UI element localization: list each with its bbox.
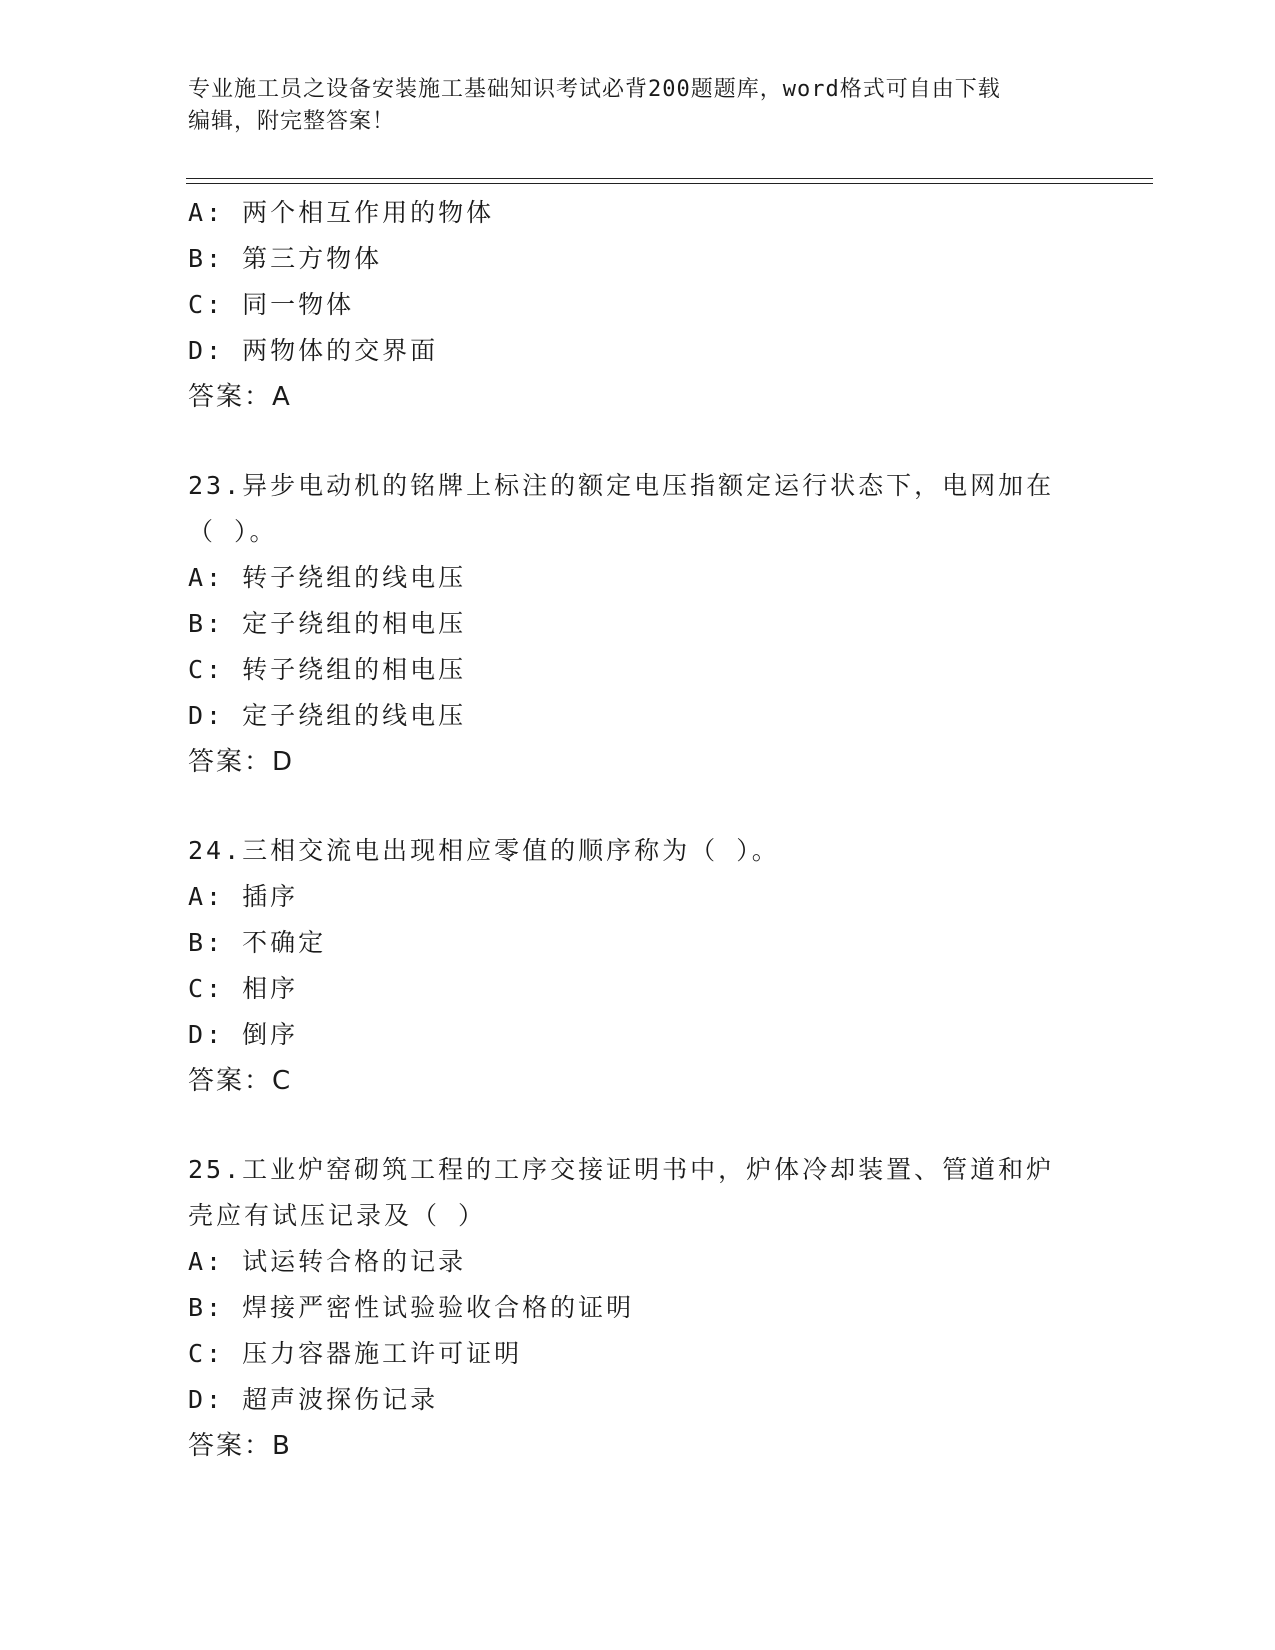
option-b: B: 第三方物体 — [188, 244, 383, 273]
option-a: A: 插序 — [188, 882, 299, 911]
option-a: A: 两个相互作用的物体 — [188, 198, 495, 227]
spacer — [188, 1104, 1068, 1147]
header-rule-bottom — [186, 183, 1153, 184]
question-22 — [188, 190, 1068, 420]
question-stem-line-1: 23.异步电动机的铭牌上标注的额定电压指额定运行状态下，电网加在 — [188, 471, 1055, 500]
option-b: B: 焊接严密性试验验收合格的证明 — [188, 1293, 635, 1322]
option-d: D: 超声波探伤记录 — [188, 1385, 439, 1414]
option-c: C: 压力容器施工许可证明 — [188, 1339, 523, 1368]
option-d: D: 两物体的交界面 — [188, 336, 439, 365]
option-a: A: 试运转合格的记录 — [188, 1247, 467, 1276]
question-stem-line-1: 24.三相交流电出现相应零值的顺序称为（ ）。 — [188, 836, 780, 865]
question-25 — [188, 1147, 1068, 1469]
option-b: B: 定子绕组的相电压 — [188, 609, 467, 638]
option-d: D: 定子绕组的线电压 — [188, 701, 467, 730]
spacer — [188, 785, 1068, 828]
option-b: B: 不确定 — [188, 928, 327, 957]
option-c: C: 转子绕组的相电压 — [188, 655, 467, 684]
spacer — [188, 420, 1068, 463]
answer: 答案：C — [188, 1066, 293, 1096]
answer: 答案：A — [188, 382, 292, 412]
header-line-1: 专业施工员之设备安装施工基础知识考试必背200题题库，word格式可自由下载 — [188, 77, 1001, 102]
question-23 — [188, 463, 1068, 785]
option-a: A: 转子绕组的线电压 — [188, 563, 467, 592]
question-stem-line-2: 壳应有试压记录及（ ） — [188, 1201, 487, 1230]
question-list — [188, 190, 1068, 1469]
question-stem-line-2: （ ）。 — [188, 517, 278, 546]
question-24 — [188, 828, 1068, 1104]
option-c: C: 同一物体 — [188, 290, 355, 319]
document-header — [188, 74, 1088, 138]
header-line-2: 编辑，附完整答案！ — [188, 109, 396, 134]
answer: 答案：B — [188, 1431, 292, 1461]
option-d: D: 倒序 — [188, 1020, 299, 1049]
option-c: C: 相序 — [188, 974, 299, 1003]
answer: 答案：D — [188, 747, 295, 777]
header-rule-top — [186, 178, 1153, 179]
question-stem-line-1: 25.工业炉窑砌筑工程的工序交接证明书中，炉体冷却装置、管道和炉 — [188, 1155, 1055, 1184]
